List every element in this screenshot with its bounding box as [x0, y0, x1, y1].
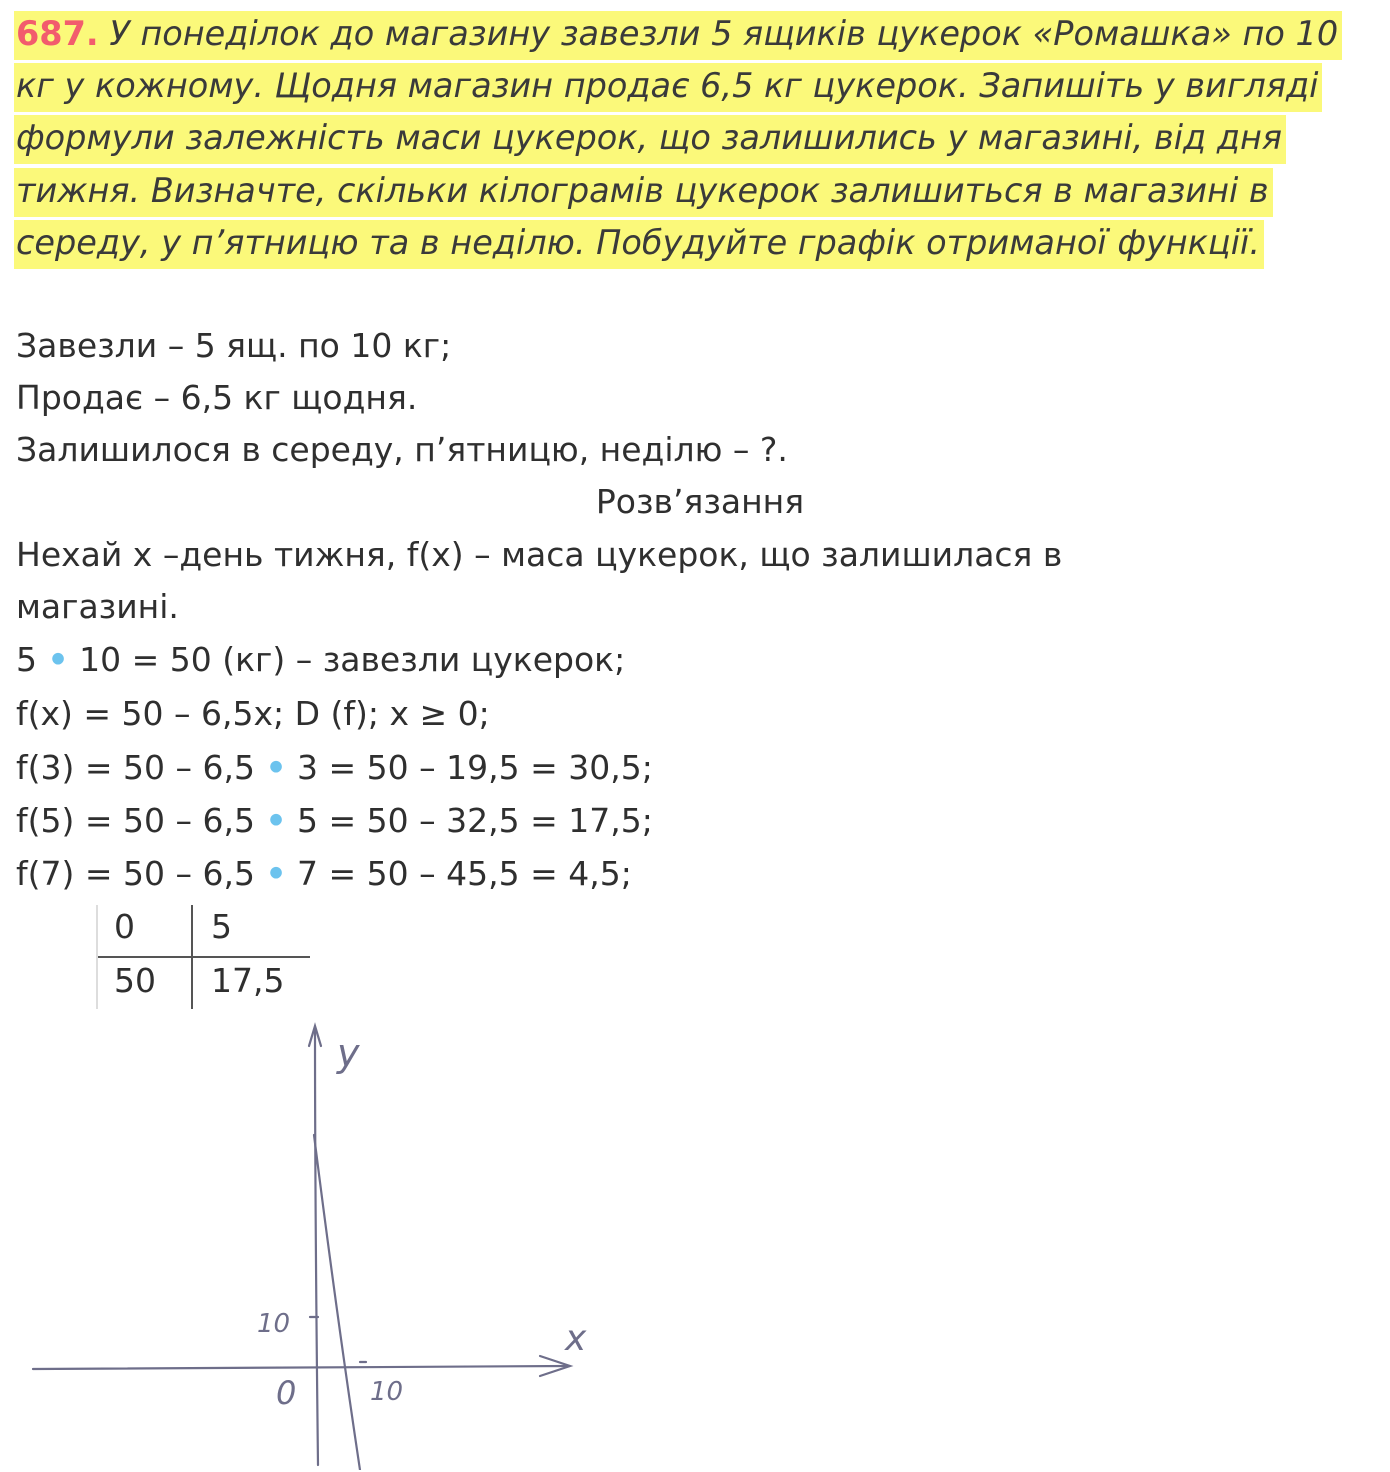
calc-total-a: 5	[16, 640, 37, 679]
multiply-dot: •	[47, 640, 69, 679]
function-line	[314, 1135, 360, 1470]
let-line-2: магазині.	[16, 587, 179, 626]
problem-number: 687.	[16, 14, 99, 53]
table-horizontal-divider	[96, 956, 310, 958]
f7-line	[16, 854, 632, 893]
y-axis-label: y	[337, 1031, 360, 1075]
table-y-1: 17,5	[211, 961, 285, 1000]
let-line-1: Нехай x –день тижня, f(x) – маса цукерок, що залишилася в	[16, 535, 1063, 574]
multiply-dot: •	[265, 854, 287, 893]
f3-line	[16, 748, 653, 787]
calc-total	[16, 640, 625, 679]
x-axis	[33, 1366, 568, 1369]
multiply-dot: •	[265, 801, 287, 840]
f7-a: f(7) = 50 – 6,5	[16, 854, 255, 893]
x-tick-label: 10	[370, 1377, 404, 1407]
formula-line: f(x) = 50 – 6,5x; D (f); x ≥ 0;	[16, 694, 490, 733]
f7-b: 7 = 50 – 45,5 = 4,5;	[297, 854, 632, 893]
multiply-dot: •	[265, 748, 287, 787]
f5-b: 5 = 50 – 32,5 = 17,5;	[297, 801, 653, 840]
table-left-edge	[96, 905, 98, 1009]
given-line-1: Завезли – 5 ящ. по 10 кг;	[16, 326, 452, 365]
problem-statement	[14, 8, 1384, 269]
given-line-2: Продає – 6,5 кг щодня.	[16, 378, 418, 417]
table-x-1: 5	[211, 907, 232, 946]
f3-a: f(3) = 50 – 6,5	[16, 748, 255, 787]
f3-b: 3 = 50 – 19,5 = 30,5;	[297, 748, 653, 787]
y-axis	[315, 1030, 318, 1465]
f5-a: f(5) = 50 – 6,5	[16, 801, 255, 840]
problem-text: У понеділок до магазину завезли 5 ящиків цукерок «Ромашка» по 10 кг у кожному. Щодня магазин продає 6,5 кг цукерок. Запишіть у вигляді формули залежність маси цукерок, що залишились у магазині, від дня тижня. Визначте, скільки кілограмів цукерок залишиться в магазині в середу, у п’ятницю та в неділю. Побудуйте графік отриманої функції.	[16, 14, 1339, 262]
solution-heading: Розв’язання	[595, 482, 805, 521]
table-y-0: 50	[114, 961, 156, 1000]
calc-total-b: 10 = 50 (кг) – завезли цукерок;	[79, 640, 626, 679]
function-graph	[0, 1010, 640, 1470]
origin-label: 0	[276, 1374, 297, 1412]
table-x-0: 0	[114, 907, 135, 946]
y-tick-label: 10	[257, 1309, 291, 1339]
f5-line	[16, 801, 653, 840]
given-line-3: Залишилося в середу, п’ятницю, неділю – ?.	[16, 430, 788, 469]
x-axis-label: x	[565, 1318, 587, 1359]
problem-highlight	[14, 11, 1342, 269]
